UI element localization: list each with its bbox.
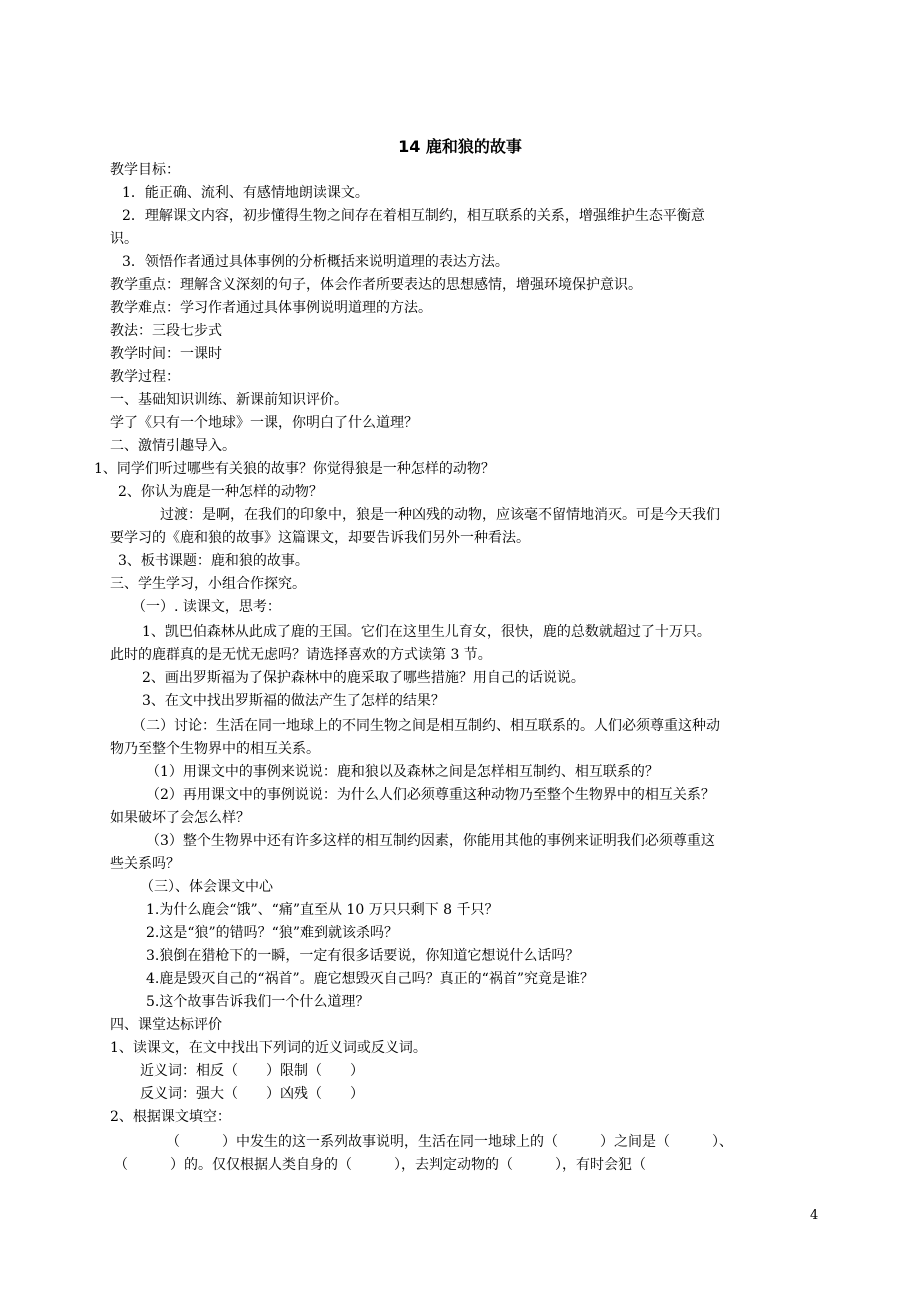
text-line: （ ）的。仅仅根据人类自身的（ ），去判定动物的（ ），有时会犯（	[114, 1157, 646, 1173]
text-line: 2、根据课文填空：	[110, 1109, 231, 1125]
text-line: 教学时间：一课时	[110, 346, 222, 362]
text-line: （2）再用课文中的事例说说：为什么人们必须尊重这种动物乃至整个生物界中的相互关系？	[146, 787, 715, 803]
text-line: 三、学生学习，小组合作探究。	[110, 576, 306, 592]
page-number: 4	[810, 1208, 819, 1223]
text-line: 4.鹿是毁灭自己的“祸首”。鹿它想毁灭自己吗？真正的“祸首”究竟是谁？	[146, 971, 594, 987]
text-line: 过渡：是啊，在我们的印象中，狼是一种凶残的动物，应该毫不留情地消灭。可是今天我们	[160, 507, 720, 523]
text-line: 如果破坏了会怎么样？	[110, 810, 250, 826]
text-line: 1、同学们听过哪些有关狼的故事？你觉得狼是一种怎样的动物？	[94, 461, 495, 477]
text-line: 学了《只有一个地球》一课，你明白了什么道理？	[110, 415, 418, 431]
text-line: 物乃至整个生物界中的相互关系。	[110, 741, 320, 757]
text-line: 二、激情引趣导入。	[110, 438, 236, 454]
text-line: 1.为什么鹿会“饿”、“痛”直至从 10 万只只剩下 8 千只？	[146, 902, 499, 918]
text-line: （1）用课文中的事例来说说：鹿和狼以及森林之间是怎样相互制约、相互联系的？	[146, 764, 659, 780]
text-line: （ ）中发生的这一系列故事说明，生活在同一地球上的（ ）之间是（ ）、	[166, 1134, 733, 1150]
text-line: 教学目标：	[110, 162, 180, 178]
text-line: 2、你认为鹿是一种怎样的动物？	[118, 484, 323, 500]
text-line: （3）整个生物界中还有许多这样的相互制约因素，你能用其他的事例来证明我们必须尊重这	[146, 833, 715, 849]
text-line: 3.狼倒在猎枪下的一瞬，一定有很多话要说，你知道它想说什么话吗？	[146, 948, 580, 964]
text-line: 3．领悟作者通过具体事例的分析概括来说明道理的表达方法。	[122, 254, 509, 270]
text-line: 3、在文中找出罗斯福的做法产生了怎样的结果？	[142, 693, 445, 709]
text-line: （二）讨论：生活在同一地球上的不同生物之间是相互制约、相互联系的。人们必须尊重这种动	[132, 718, 720, 734]
text-line: 3、板书课题：鹿和狼的故事。	[118, 553, 309, 569]
text-line: 教学难点：学习作者通过具体事例说明道理的方法。	[110, 300, 432, 316]
text-line: 5.这个故事告诉我们一个什么道理？	[146, 994, 370, 1010]
document-title: 14 鹿和狼的故事	[398, 137, 522, 156]
text-line: 1、读课文，在文中找出下列词的近义词或反义词。	[110, 1040, 427, 1056]
text-line: 2、画出罗斯福为了保护森林中的鹿采取了哪些措施？用自己的话说说。	[142, 670, 585, 686]
text-line: 1．能正确、流利、有感情地朗读课文。	[122, 185, 369, 201]
text-line: 教学重点：理解含义深刻的句子，体会作者所要表达的思想感情，增强环境保护意识。	[110, 277, 642, 293]
text-line: 一、基础知识训练、新课前知识评价。	[110, 392, 348, 408]
text-line: 近义词：相反（ ）限制（ ）	[140, 1063, 364, 1079]
text-line: 些关系吗？	[110, 856, 180, 872]
text-line: 教法：三段七步式	[110, 323, 222, 339]
text-line: 教学过程：	[110, 369, 180, 385]
text-line: 识。	[110, 231, 138, 247]
text-line: （一）. 读课文，思考：	[132, 599, 281, 615]
text-line: 1、凯巴伯森林从此成了鹿的王国。它们在这里生儿育女，很快，鹿的总数就超过了十万只。	[142, 624, 711, 640]
text-line: 2．理解课文内容，初步懂得生物之间存在着相互制约，相互联系的关系，增强维护生态平衡意	[122, 208, 705, 224]
text-line: 2.这是“狼”的错吗？“狼”难到就该杀吗？	[146, 925, 398, 941]
text-line: 四、课堂达标评价	[110, 1017, 222, 1033]
text-line: （三）、体会课文中心	[140, 879, 273, 895]
text-line: 反义词：强大（ ）凶残（ ）	[140, 1086, 364, 1102]
text-line: 此时的鹿群真的是无忧无虑吗？请选择喜欢的方式读第 3 节。	[110, 647, 492, 663]
text-line: 要学习的《鹿和狼的故事》这篇课文，却要告诉我们另外一种看法。	[110, 530, 530, 546]
